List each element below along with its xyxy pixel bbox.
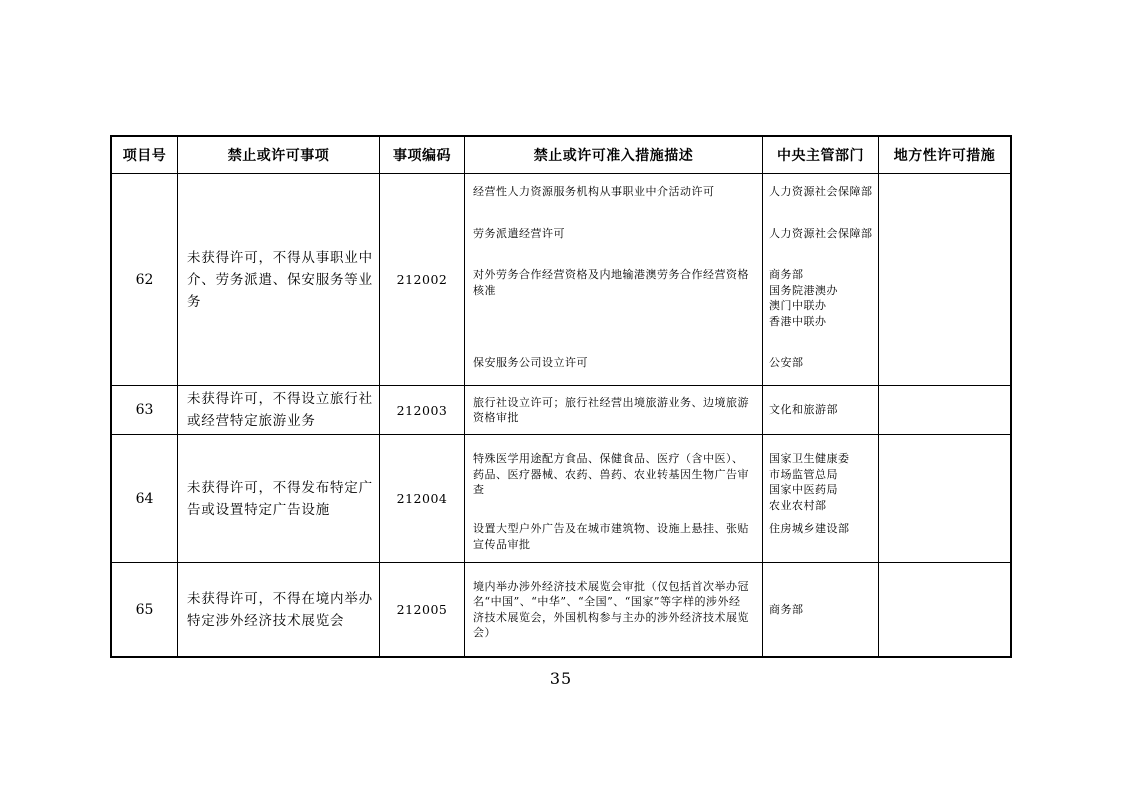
measure-description: 特殊医学用途配方食品、保健食品、医疗（含中医）、药品、医疗器械、农药、兽药、农业转基因生物广告审查 [473,452,749,496]
measure-description: 劳务派遣经营许可 [473,226,565,240]
department: 商务部 [769,268,804,282]
item-code: 212004 [380,435,465,562]
measure-description [465,563,763,656]
department: 市场监管总局 [769,467,838,481]
access-measures-table [110,135,1012,658]
measures-departments-area [465,386,879,434]
measure-description: 保安服务公司设立许可 [473,356,588,370]
local-measures-cell [879,563,1010,656]
department: 人力资源社会保障部 [769,185,873,198]
measures-departments-area [465,174,879,385]
measure-text: 旅行社设立许可；旅行社经营出境旅游业务、边境旅游资格审批 [473,395,749,424]
prohibited-item-text: 未获得许可，不得在境内举办特定涉外经济技术展览会 [187,590,373,629]
department-list [763,226,879,242]
measure-description: 经营性人力资源服务机构从事职业中介活动许可 [473,185,715,198]
measure-pairs [465,563,878,656]
project-number: 62 [112,174,178,385]
prohibited-item-text: 未获得许可，不得发布特定广告或设置特定广告设施 [187,479,373,518]
table-header-row [112,137,1010,173]
measure-pair [465,386,878,434]
department-list [763,451,879,513]
header-measure-description: 禁止或许可准入措施描述 [465,137,763,173]
department-list [763,355,879,371]
page-number: 35 [549,669,573,688]
measure-pairs [465,435,878,562]
department: 国家中医药局 [769,483,838,496]
measure-pair [465,184,878,200]
department: 香港中联办 [769,314,827,328]
header-item-code: 事项编码 [380,137,465,173]
prohibited-item-text: 未获得许可，不得设立旅行社或经营特定旅游业务 [187,391,373,429]
local-measures-cell [879,435,1010,562]
local-measures-cell [879,174,1010,385]
item-code: 212002 [380,174,465,385]
measure-pair [465,226,878,242]
measure-pairs [465,386,878,434]
department: 文化和旅游部 [769,403,838,417]
measure-pair [465,451,878,513]
measure-description: 设置大型户外广告及在城市建筑物、设施上悬挂、张贴宣传品审批 [473,522,749,551]
department: 澳门中联办 [769,299,827,313]
department-list [763,267,879,329]
prohibited-item [178,386,380,434]
department: 住房城乡建设部 [769,522,850,535]
project-number: 64 [112,435,178,562]
department: 公安部 [769,356,804,370]
prohibited-item [178,174,380,385]
table-row-65 [112,562,1010,656]
item-code: 212005 [380,563,465,656]
prohibited-item [178,435,380,562]
measures-departments-area [465,435,879,562]
measure-pair [465,355,878,371]
local-measures-cell [879,386,1010,434]
department: 国家卫生健康委 [769,452,850,465]
department-list [763,184,879,200]
header-project-number: 项目号 [112,137,178,173]
table-row-64 [112,434,1010,562]
column-divider [762,386,763,434]
measure-pairs [465,174,878,385]
measure-pair [465,521,878,552]
department: 人力资源社会保障部 [769,226,873,240]
item-code: 212003 [380,386,465,434]
department-list [763,521,879,552]
header-central-department: 中央主管部门 [763,137,879,173]
measure-description [465,386,763,434]
column-divider [762,563,763,656]
measure-pair [465,563,878,656]
department: 国务院港澳办 [769,283,838,297]
measure-pair [465,267,878,329]
table-row-63 [112,385,1010,434]
department-list [763,563,879,656]
project-number: 65 [112,563,178,656]
measure-text: 境内举办涉外经济技术展览会审批（仅包括首次举办冠名“中国”、“中华”、“全国”、“国家”等字样的涉外经济技术展览会，外国机构参与主办的涉外经济技术展览会） [473,579,749,639]
column-divider [762,435,763,562]
header-local-measures: 地方性许可措施 [893,148,996,164]
department-list [763,386,879,434]
table-row-62 [112,173,1010,385]
header-prohibited-item: 禁止或许可事项 [178,137,380,173]
prohibited-item-text: 未获得许可，不得从事职业中介、劳务派遣、保安服务等业务 [187,249,373,310]
department: 农业农村部 [769,498,827,512]
department: 商务部 [769,602,804,616]
measures-departments-area [465,563,879,656]
prohibited-item [178,563,380,656]
project-number: 63 [112,386,178,434]
column-divider [762,174,763,385]
measure-description: 对外劳务合作经营资格及内地输港澳劳务合作经营资格核准 [473,268,749,297]
